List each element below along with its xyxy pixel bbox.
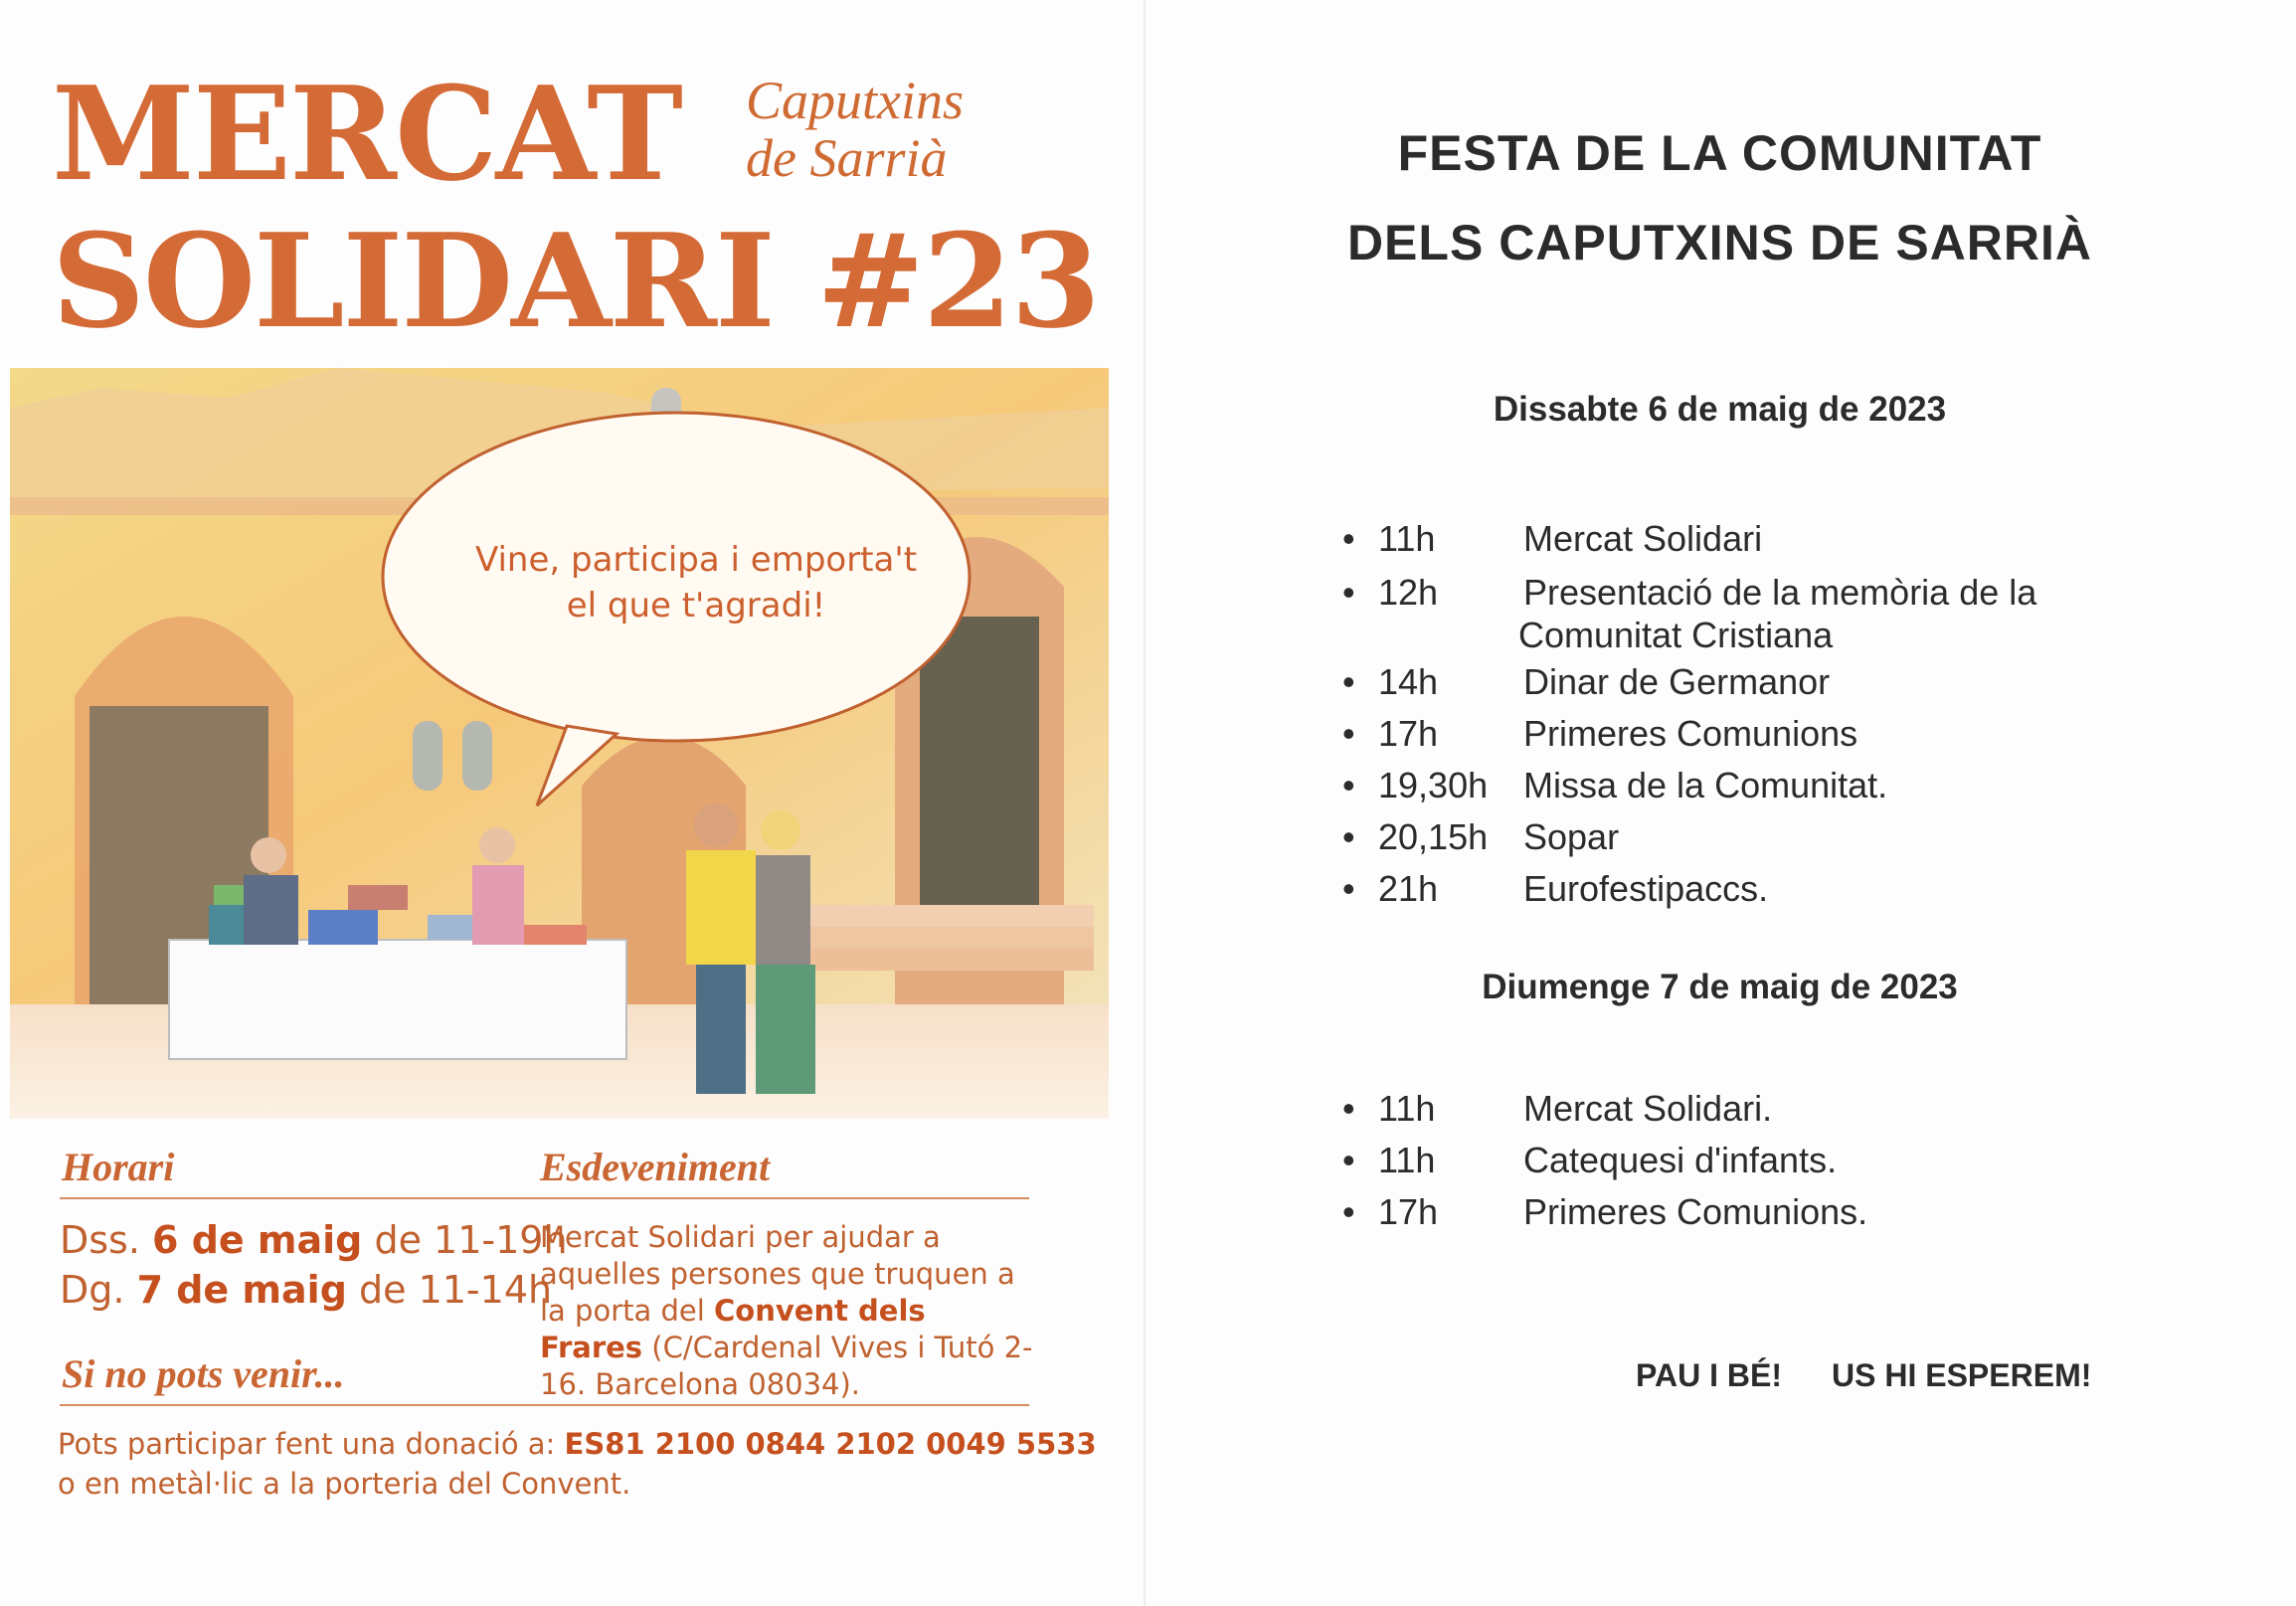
flyer-title-line2: SOLIDARI #23: [52, 205, 1099, 357]
flyer-subtitle: [746, 72, 964, 187]
item-description: Catequesi d'infants.: [1523, 1140, 1838, 1180]
saturday-heading: Dissabte 6 de maig de 2023: [1493, 390, 1947, 429]
item-description: Mercat Solidari: [1523, 518, 1763, 559]
program-title-line1: FESTA DE LA COMUNITAT: [1397, 125, 2042, 181]
subtitle-line1: Caputxins: [746, 71, 965, 130]
item-time: 21h: [1378, 868, 1439, 909]
item-description: Sopar: [1523, 816, 1620, 857]
speech-bubble-text: [428, 537, 965, 628]
donation-info: [58, 1424, 1097, 1504]
item-time: 14h: [1378, 661, 1439, 702]
bullet-icon: •: [1342, 572, 1355, 613]
market-table: [169, 940, 626, 1059]
clothes-pile-3: [308, 910, 378, 945]
step-1: [805, 905, 1094, 927]
item-description: Presentació de la memòria de la: [1523, 572, 2037, 613]
bullet-icon: •: [1342, 1140, 1355, 1180]
bullet-icon: •: [1342, 1191, 1355, 1232]
subtitle-line2: de Sarrià: [746, 128, 948, 188]
window-2: [462, 721, 492, 791]
item-description: Missa de la Comunitat.: [1523, 765, 1888, 805]
program-title-line2: DELS CAPUTXINS DE SARRIÀ: [1346, 215, 2093, 270]
hours-line2: Dg. 7 de maig de 11-14h: [60, 1268, 553, 1312]
bullet-icon: •: [1342, 518, 1355, 559]
bullet-icon: •: [1342, 1088, 1355, 1129]
item-time: 20,15h: [1378, 816, 1489, 857]
item-description: Eurofestipaccs.: [1523, 868, 1769, 909]
buyer-head: [694, 803, 738, 847]
step-2: [786, 927, 1094, 949]
right-door: [920, 617, 1039, 935]
clothes-pile-4: [348, 885, 408, 910]
buyer-body: [686, 850, 756, 965]
buyer-legs: [696, 965, 746, 1094]
bullet-icon: •: [1342, 661, 1355, 702]
donation-line1: Pots participar fent una donació a: ES81 2100 0844 2102 0049 5533: [58, 1427, 1097, 1461]
closing-peace: PAU I BÉ!: [1636, 1357, 1782, 1393]
bullet-icon: •: [1342, 868, 1355, 909]
saturday-item-continuation: Comunitat Cristiana: [1518, 615, 1834, 655]
section-rule-top: [60, 1197, 1029, 1199]
hours-line1: Dss. 6 de maig de 11-19h: [60, 1218, 568, 1262]
seller-body: [472, 865, 524, 945]
item-time: 12h: [1378, 572, 1439, 613]
bullet-icon: •: [1342, 713, 1355, 754]
item-description: Primeres Comunions.: [1523, 1191, 1868, 1232]
iban-number: ES81 2100 0844 2102 0049 5533: [564, 1427, 1097, 1461]
item-time: 11h: [1378, 518, 1436, 559]
item-description: Dinar de Germanor: [1523, 661, 1831, 702]
horari-heading: Horari: [62, 1145, 175, 1189]
section-rule-bottom: [60, 1404, 1029, 1406]
esdeveniment-heading: Esdeveniment: [540, 1145, 771, 1189]
item-description: Mercat Solidari.: [1523, 1088, 1773, 1129]
companion-head: [761, 810, 800, 850]
window-1: [413, 721, 442, 791]
seller-head: [479, 827, 515, 863]
item-time: 11h: [1378, 1140, 1436, 1180]
market-illustration: [10, 368, 1109, 1119]
closing-welcome: US HI ESPEREM!: [1832, 1357, 2092, 1393]
vendor-body: [244, 875, 298, 945]
event-description: Mercat Solidari per ajudar a aquelles persones que truquen a la porta del Convent dels Frares (C/Cardenal Vives i Tutó 2-16. Barcelona 08034).: [540, 1220, 1033, 1401]
vendor-head: [251, 837, 286, 873]
item-time: 17h: [1378, 1191, 1439, 1232]
item-time: 17h: [1378, 713, 1439, 754]
flyer-title-line1: MERCAT: [52, 58, 681, 210]
speech-line1: Vine, participa i emporta't: [474, 540, 918, 580]
sunday-heading: Diumenge 7 de maig de 2023: [1482, 968, 1958, 1006]
companion-legs: [756, 965, 815, 1094]
donation-line2: o en metàl·lic a la porteria del Convent.: [58, 1467, 631, 1501]
cant-come-heading: Si no pots venir...: [62, 1351, 345, 1396]
item-time: 19,30h: [1378, 765, 1489, 805]
item-description: Primeres Comunions: [1523, 713, 1858, 754]
bullet-icon: •: [1342, 765, 1355, 805]
speech-line2: el que t'agradi!: [566, 586, 826, 625]
companion-body: [756, 855, 810, 965]
bullet-icon: •: [1342, 816, 1355, 857]
item-time: 11h: [1378, 1088, 1436, 1129]
schedule-hours: [60, 1215, 568, 1315]
